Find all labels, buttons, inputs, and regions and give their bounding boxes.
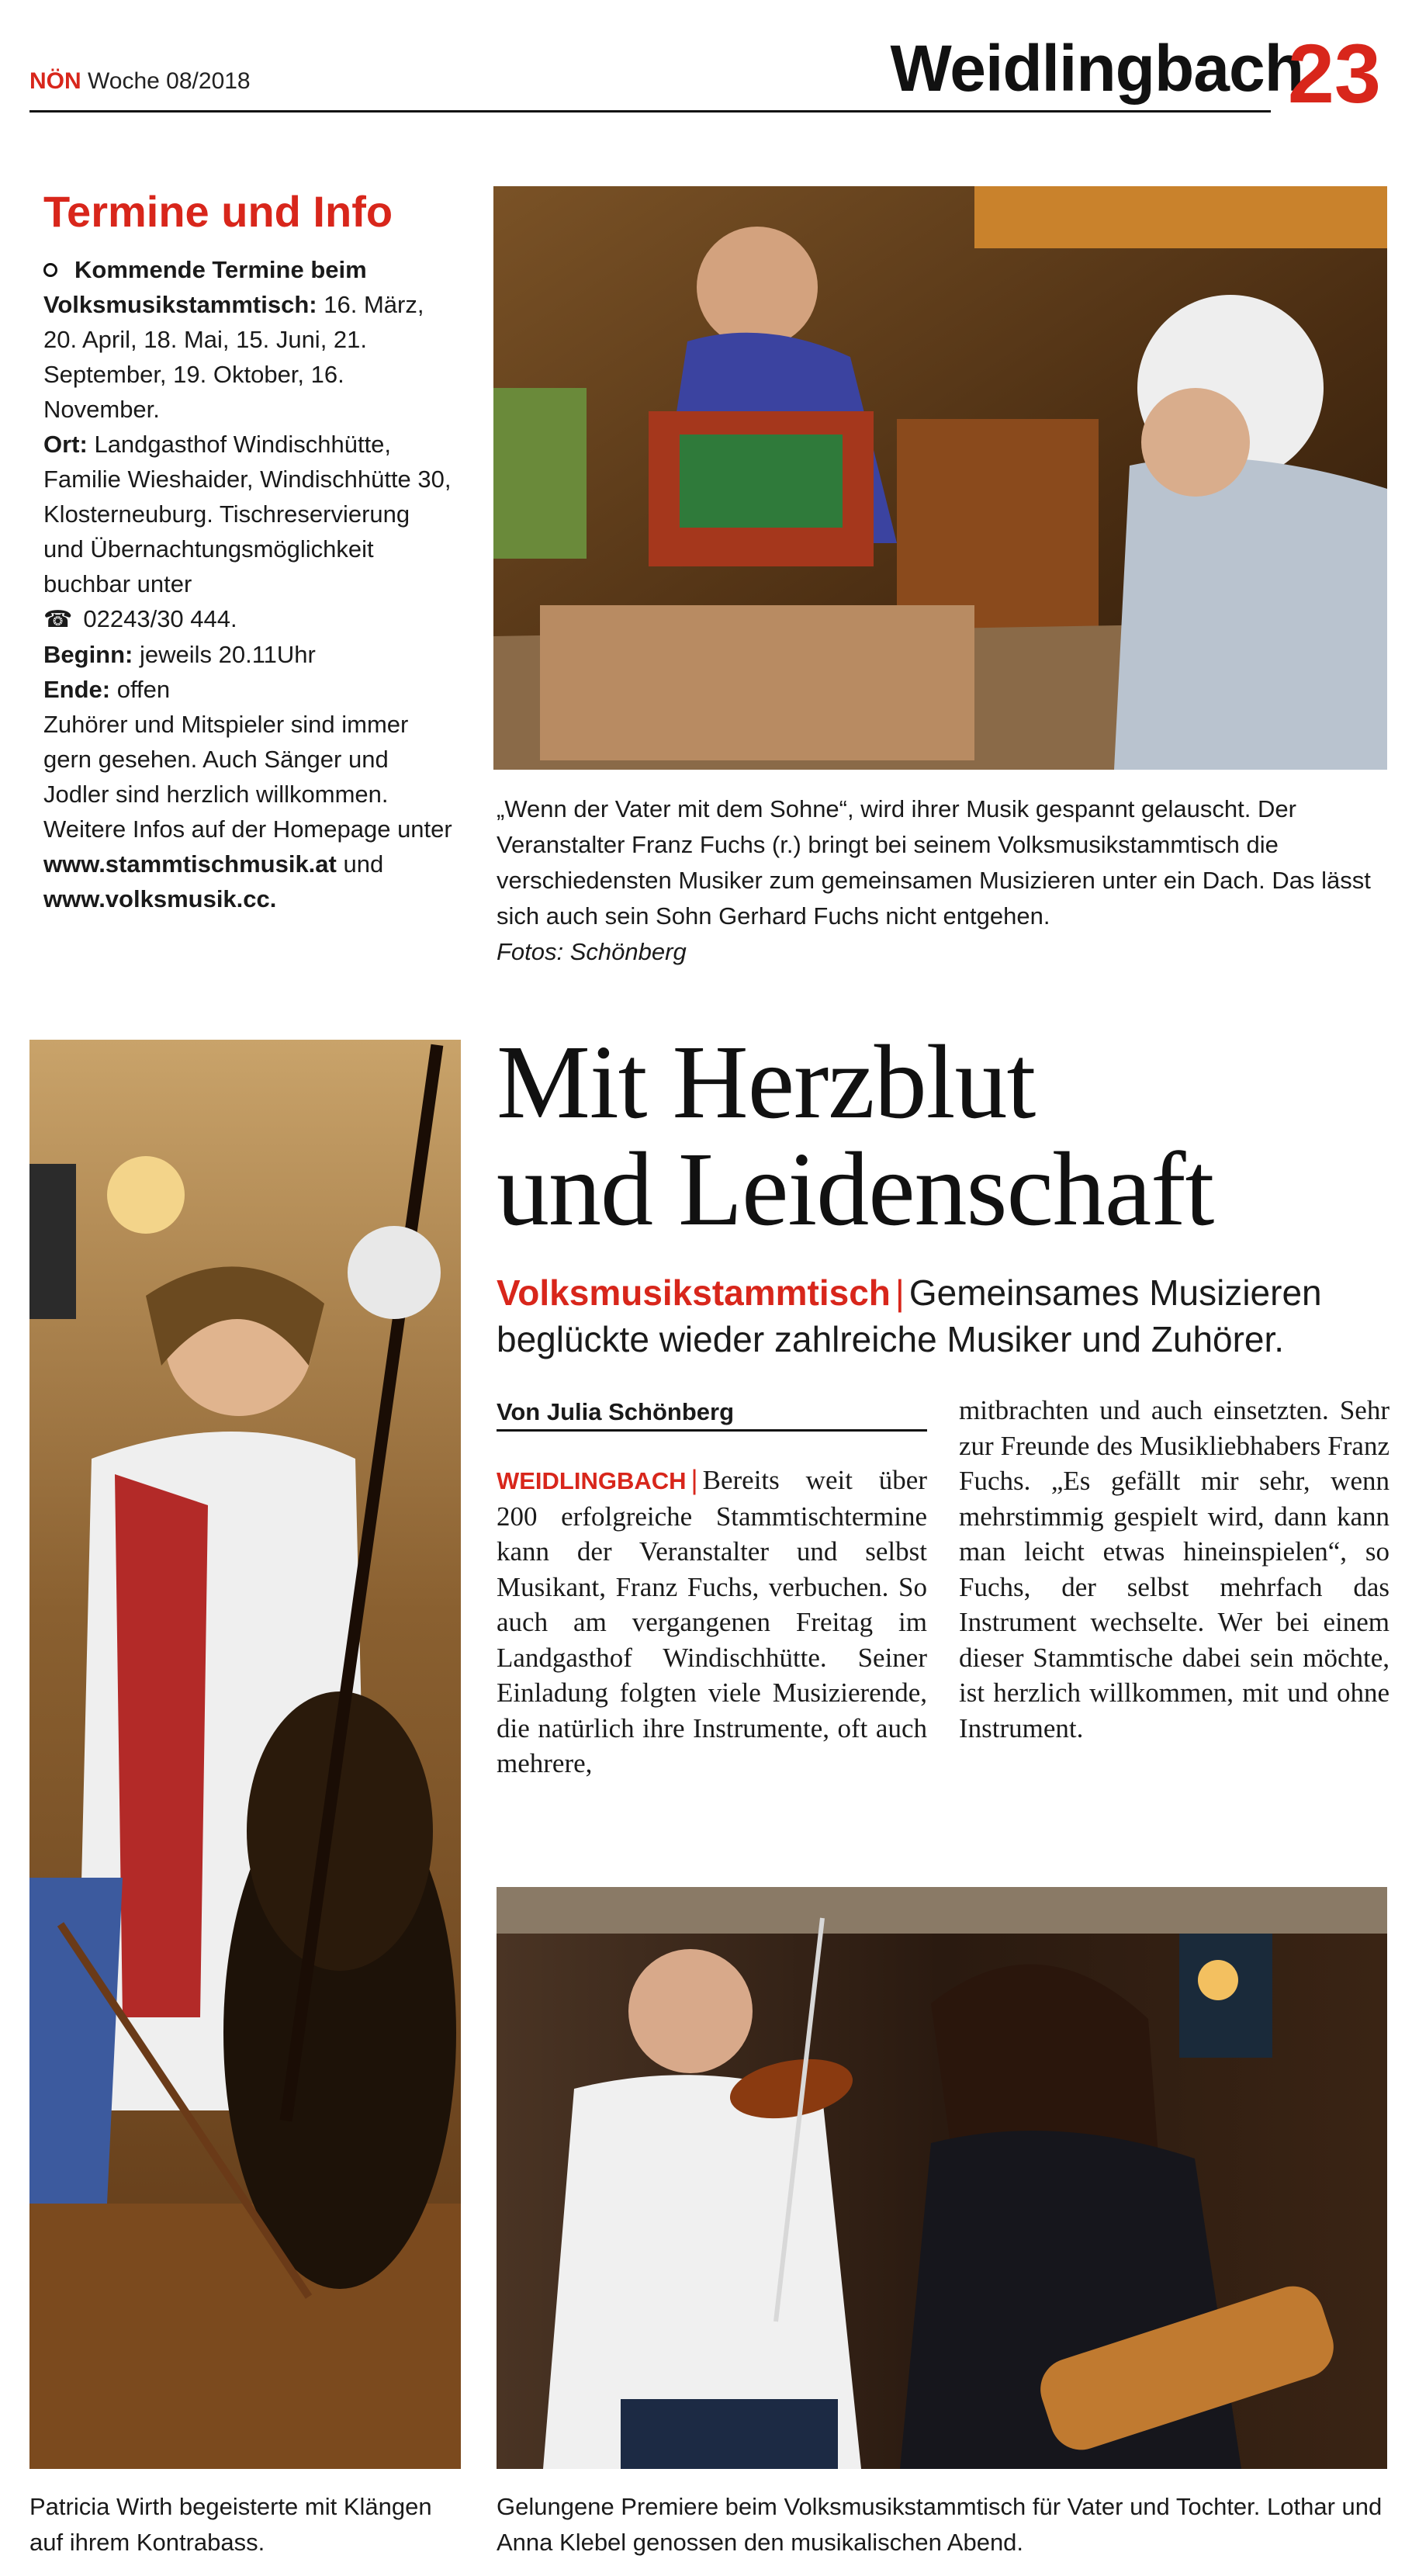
photo-credit: Fotos: Schönberg [497, 938, 687, 965]
headline-line-2: und Leidenschaft [497, 1131, 1214, 1248]
caption-left-photo: Patricia Wirth begeisterte mit Klängen auf ihrem Kontrabass. [29, 2493, 432, 2556]
ort-text: Landgasthof Windischhütte, Familie Wieshaider, Windischhütte 30, Klosterneuburg. Tischreservierung und Übernachtungsmöglichkeit buchbar unter [43, 431, 452, 597]
article-headline [497, 1024, 1396, 1248]
caption-bottom-photo: Gelungene Premiere beim Volksmusikstammtisch für Vater und Tochter. Lothar und Anna Klebel genossen den musikalischen Abend. [497, 2493, 1383, 2556]
bullet-circle-icon [43, 263, 57, 277]
caption-top-text: „Wenn der Vater mit dem Sohne“, wird ihrer Musik gespannt gelauscht. Der Veranstalter Franz Fuchs (r.) bringt bei seinem Volksmusikstammtisch die verschiedensten Musiker zum gemeinsamen Musizieren unter ein Dach. Das lässt sich auch sein Sohn Gerhard Fuchs nicht entgehen. [497, 795, 1371, 930]
column-1-text: Bereits weit über 200 erfolgreiche Stammtischtermine kann der Veranstalter und selbst Musikant, Franz Fuchs, verbuchen. So auch am vergangenen Freitag im Landgasthof Windischhütte. Seiner Einladung folgten viele Musizierende, die natürlich ihre Instrumente, oft auch mehrere, [497, 1465, 927, 1778]
beginn-label: Beginn: [43, 641, 133, 668]
page-number: 23 [1287, 26, 1381, 120]
phone-icon: ☎ [43, 607, 73, 632]
headline-line-1: Mit Herzblut [497, 1024, 1036, 1141]
info-box-text [43, 252, 455, 916]
info-text: Zuhörer und Mitspieler sind immer gern gesehen. Auch Sänger und Jodler sind herzlich willkommen. Weitere Infos auf der Homepage unter [43, 711, 452, 843]
dates-list: 16. März, 20. April, 18. Mai, 15. Juni, 21. September, 19. Oktober, 16. November. [43, 291, 424, 423]
dateline: WEIDLINGBACH [497, 1467, 687, 1494]
photo-accordion-players [493, 186, 1387, 770]
info-box-title: Termine und Info [43, 187, 393, 236]
section-title: Weidlingbach [890, 32, 1303, 105]
photo-violin-and-guitar [497, 1887, 1387, 2469]
ende-label: Ende: [43, 676, 111, 703]
phone-number: 02243/30 444. [83, 605, 237, 632]
link-stammtischmusik[interactable]: www.stammtischmusik.at [43, 850, 337, 878]
beginn-text: jeweils 20.11Uhr [140, 641, 316, 668]
kicker-separator: | [895, 1272, 905, 1313]
issue-label: Woche 08/2018 [88, 68, 251, 94]
ort-label: Ort: [43, 431, 88, 458]
and-text: und [343, 850, 384, 878]
link-volksmusik[interactable]: www.volksmusik.cc. [43, 885, 277, 912]
publication-issue [29, 68, 251, 95]
photo-double-bass-player [29, 1040, 461, 2469]
article-column-1 [497, 1463, 927, 1781]
dates-label: Kommende Termine beim Volksmusikstammtisch: [43, 256, 367, 318]
article-kicker: Volksmusikstammtisch [497, 1272, 891, 1313]
article-byline: Von Julia Schönberg [497, 1398, 927, 1432]
caption-top-photo [497, 791, 1389, 970]
article-column-2: mitbrachten und auch einsetzten. Sehr zur Freunde des Musikliebhabers Franz Fuchs. „Es gefällt mir sehr, wenn mehrstimmig gespielt wird, dann kann man leicht etwas hineinspielen“, so Fuchs, der selbst mehrfach das Instrument wechselte. Wer bei einem dieser Stammtische dabei sein möchte, ist herzlich willkommen, mit und ohne Instrument. [959, 1395, 1390, 1743]
subhead-text: Gemeinsames Musizieren beglückte wieder zahlreiche Musiker und Zuhörer. [497, 1272, 1322, 1359]
article-subhead [497, 1269, 1396, 1362]
brand-logo: NÖN [29, 68, 81, 94]
header-divider [29, 110, 1271, 113]
info-box [29, 186, 455, 978]
ende-text: offen [116, 676, 171, 703]
dateline-separator: | [690, 1465, 698, 1495]
